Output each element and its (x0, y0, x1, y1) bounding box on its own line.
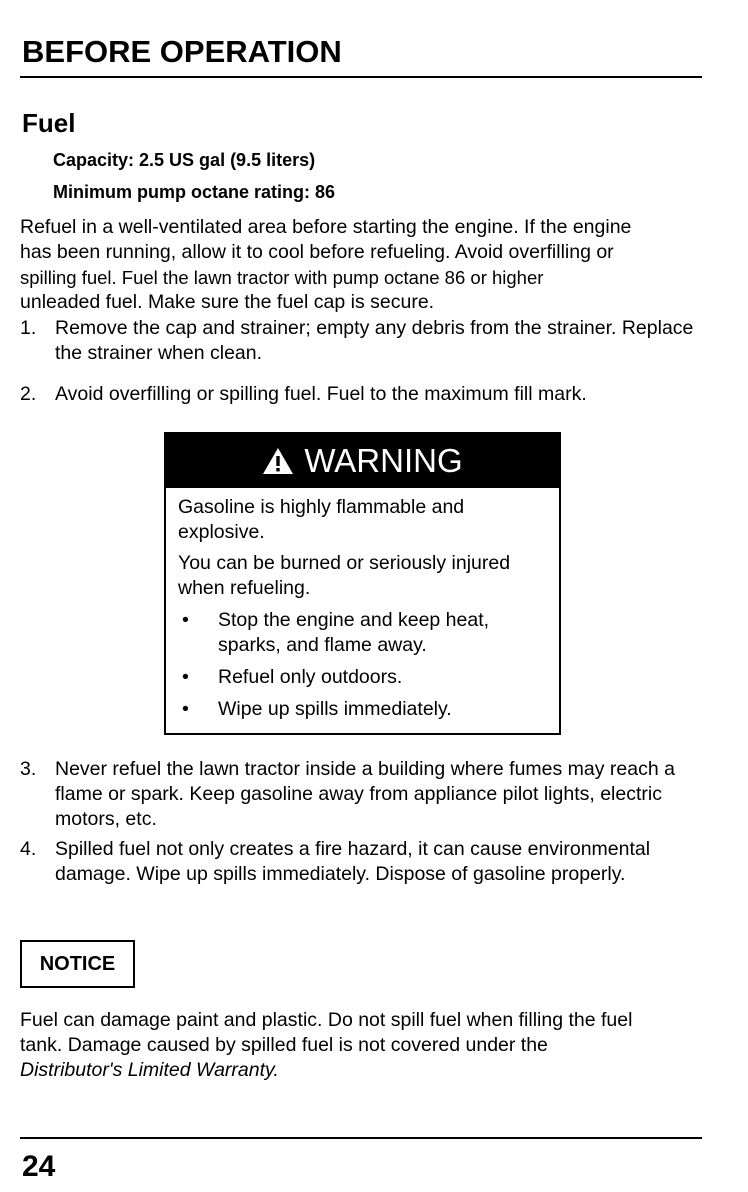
step-number: 3. (20, 758, 37, 780)
page-header: BEFORE OPERATION (22, 34, 342, 69)
warning-body (166, 488, 559, 722)
intro-line: unleaded fuel. Make sure the fuel cap is secure. (20, 291, 435, 313)
bullet-text: Refuel only outdoors. (218, 666, 403, 688)
step-item (20, 757, 688, 832)
notice-paragraph (20, 1008, 680, 1083)
step-item (20, 837, 688, 887)
octane-rating: Minimum pump octane rating: 86 (53, 182, 336, 202)
bullet-text: Wipe up spills immediately. (218, 698, 452, 720)
steps-3-4 (20, 757, 688, 887)
step-text: Remove the cap and strainer; empty any debris from the strainer. Replace the strainer when clean. (55, 317, 694, 364)
warning-text: Gasoline is highly flammable and explosive. (178, 496, 465, 543)
intro-line: Refuel in a well-ventilated area before starting the engine. If the engine (20, 216, 632, 238)
warning-bullet: • Wipe up spills immediately. (182, 698, 452, 720)
header-rule (20, 76, 702, 78)
warranty-name: Distributor's Limited Warranty. (20, 1059, 279, 1081)
steps-1-2 (20, 316, 700, 407)
warning-triangle-icon (262, 447, 294, 475)
page-number: 24 (22, 1150, 56, 1183)
intro-line: has been running, allow it to cool before refueling. Avoid overfilling or (20, 241, 614, 263)
intro-line: spilling fuel. Fuel the lawn tractor with pump octane 86 or higher (20, 267, 544, 288)
warning-text: You can be burned or seriously injured when refueling. (178, 552, 511, 599)
warning-title: WARNING (304, 442, 463, 479)
step-text: Spilled fuel not only creates a fire hazard, it can cause environmental damage. Wipe up spills immediately. Dispose of gasoline properly. (55, 838, 651, 885)
warning-header (166, 434, 559, 488)
step-text: Never refuel the lawn tractor inside a building where fumes may reach a flame or spark. Keep gasoline away from appliance pilot lights, electric motors, etc. (55, 758, 675, 830)
step-text: Avoid overfilling or spilling fuel. Fuel to the maximum fill mark. (55, 383, 587, 405)
notice-text: Fuel can damage paint and plastic. Do not spill fuel when filling the fuel tank. Damage caused by spilled fuel is not covered under the (20, 1009, 633, 1056)
bullet-text: Stop the engine and keep heat, sparks, and flame away. (218, 609, 490, 656)
fuel-capacity: Capacity: 2.5 US gal (9.5 liters) (53, 150, 316, 170)
step-item (20, 316, 700, 366)
step-item (20, 382, 700, 407)
step-number: 2. (20, 383, 37, 405)
footer-rule (20, 1137, 702, 1139)
section-title: Fuel (22, 108, 76, 138)
warning-box (164, 432, 561, 735)
notice-label: NOTICE (20, 940, 135, 988)
warning-bullet: • Refuel only outdoors. (182, 666, 403, 688)
step-number: 1. (20, 317, 37, 339)
intro-paragraph (20, 215, 710, 315)
step-number: 4. (20, 838, 37, 860)
warning-bullet: • Stop the engine and keep heat, sparks, and flame away. (178, 608, 549, 658)
